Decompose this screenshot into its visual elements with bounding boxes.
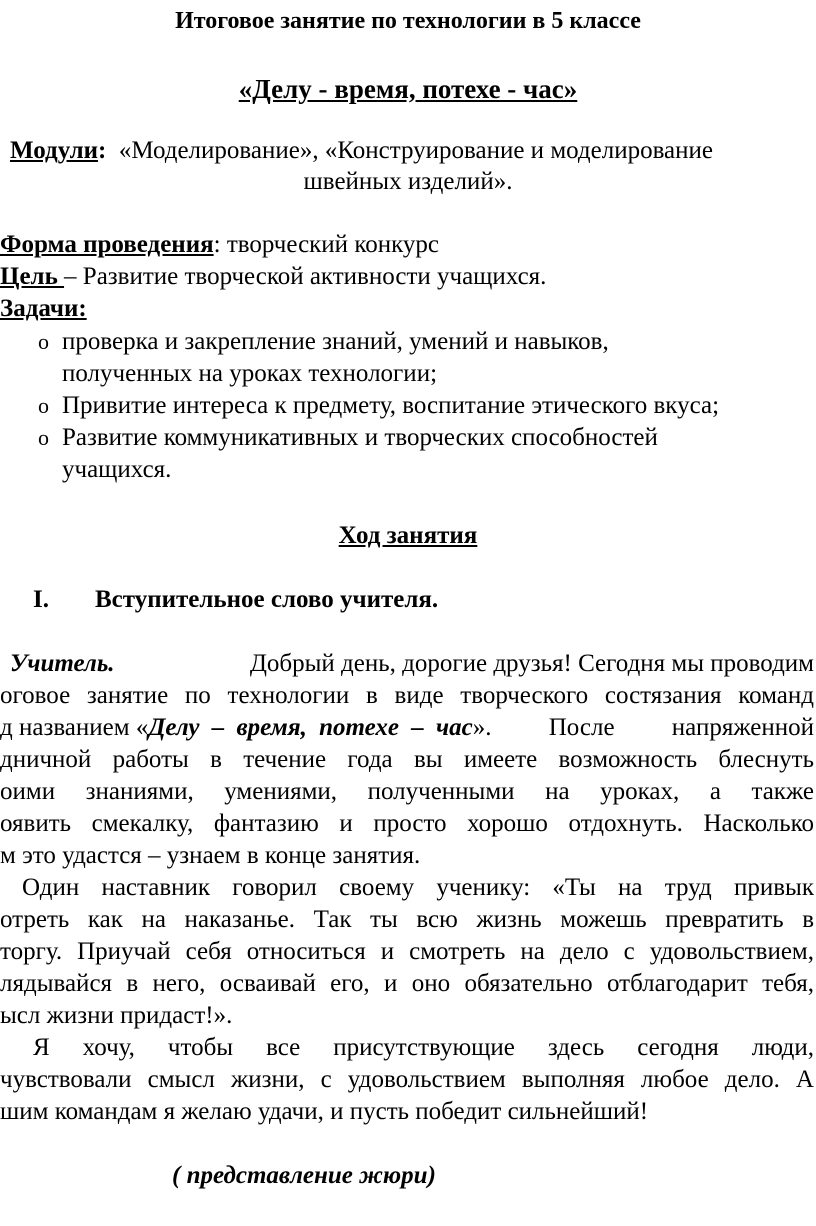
modules-colon: : [98,137,107,164]
task-item-3: Развитие коммуникативных и творческих способностей [62,424,658,451]
goal-label: Цель [0,263,65,290]
speech-line: Я хочу, чтобы все присутствующие здесь сегодня люди, [33,1034,814,1061]
speech-line: шим командам я желаю удачи, и пусть победит сильнейший! [0,1098,649,1125]
jury-note: ( представление жюри) [172,1162,436,1189]
task-item-1: проверка и закрепление знаний, умений и навыков, [62,328,609,355]
speech-line [10,649,814,679]
lesson-motto-text: «Делу - время, потехе - час» [238,74,578,104]
task-item-3-cont: учащихся. [62,456,172,483]
goal-line [0,262,546,292]
speech-line: оими знаниями, умениями, полученными на уроках, а также [0,778,814,805]
section-number: I. [33,586,49,613]
modules-line-2: швейных изделий». [303,168,513,195]
bullet-icon: o [38,329,49,354]
speech-line: м это удастся – узнаем в конце занятия. [0,842,421,869]
speech-line: оявить смекалку, фантазию и просто хорошо отдохнуть. Насколько [0,810,814,837]
course-heading-text: Ход занятия [338,522,478,549]
section-title: Вступительное слово учителя. [95,586,439,613]
task-item-1-cont: полученных на уроках технологии; [62,360,438,387]
form-line [0,230,439,260]
speech-text: Добрый день, дорогие друзья! Сегодня мы проводим [249,650,814,677]
document-title: Итоговое занятие по технологии в 5 классе [175,8,641,34]
modules-value: «Моделирование», «Конструирование и моделирование [118,137,714,164]
modules-label: Модули [10,137,99,164]
bullet-icon: o [38,425,49,450]
speech-line [0,713,814,743]
speech-line: торгу. Приучай себя относиться и смотреть на дело с удовольствием, [0,938,814,965]
speech-line: дничной работы в течение года вы имеете возможность блеснуть [0,746,814,773]
speech-text: д названием « [0,714,149,741]
speaker-label: Учитель. [10,650,115,677]
form-label: Форма проведения [0,231,214,258]
modules-line [10,136,713,166]
speech-line: чувствовали смысл жизни, с удовольствием выполняя любое дело. А [0,1066,814,1093]
speech-line: ысл жизни придаст!». [0,1002,233,1029]
form-value: : творческий конкурс [213,231,439,258]
speech-text: ». После напряженной [472,714,814,741]
tasks-label: Задачи: [0,295,87,322]
motto-inline: Делу – время, потехе – час [148,714,473,741]
speech-line: оговое занятие по технологии в виде творческого состязания команд [0,682,814,709]
speech-line: лядывайся в него, осваивай его, и оно обязательно отблагодарит тебя, [0,970,814,997]
goal-value: – Развитие творческой активности учащихся. [64,263,547,290]
speech-line: отреть как на наказанье. Так ты всю жизнь можешь превратить в [0,906,814,933]
speech-line: Один наставник говорил своему ученику: «Ты на труд привык [22,874,814,901]
task-item-2: Привитие интереса к предмету, воспитание этического вкуса; [62,392,720,419]
lesson-motto [0,74,816,104]
bullet-icon: o [38,393,49,418]
course-heading [0,521,816,551]
